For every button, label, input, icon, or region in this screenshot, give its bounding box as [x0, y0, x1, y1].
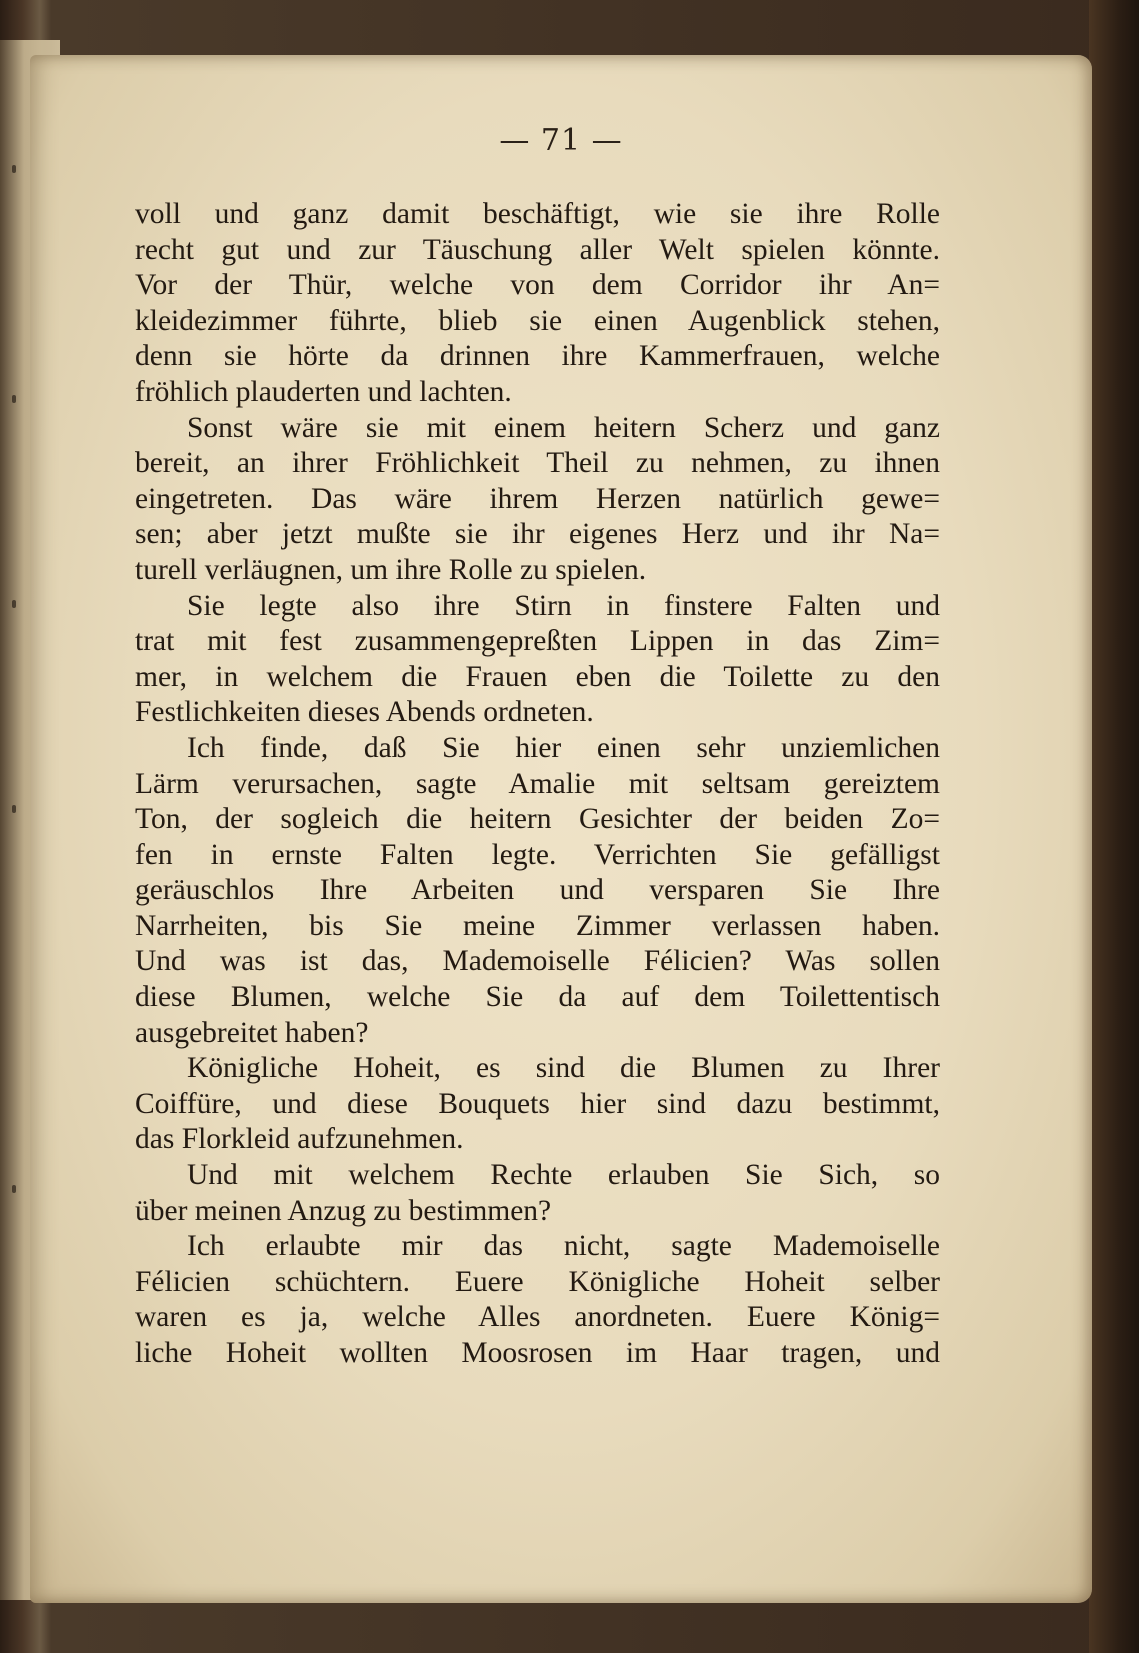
text-line: Ich erlaubte mir das nicht, sagte Mademoiselle: [187, 1230, 940, 1263]
text-line: denn sie hörte da drinnen ihre Kammerfrauen, welche: [135, 340, 940, 373]
text-line: Lärm verursachen, sagte Amalie mit seltsam gereiztem: [135, 767, 940, 800]
text-line: Narrheiten, bis Sie meine Zimmer verlassen haben.: [135, 909, 940, 942]
text-line: turell verläugnen, um ihre Rolle zu spielen.: [135, 553, 647, 586]
text-line: Ich finde, daß Sie hier einen sehr unziemlichen: [187, 731, 940, 764]
text-line: Ton, der sogleich die heitern Gesichter der beiden Zo=: [135, 803, 940, 836]
page-number: — 71 —: [499, 123, 623, 158]
text-line: über meinen Anzug zu bestimmen?: [135, 1194, 552, 1227]
text-line: eingetreten. Das wäre ihrem Herzen natürlich gewe=: [135, 482, 940, 515]
text-line: diese Blumen, welche Sie da auf dem Toilettentisch: [135, 981, 940, 1014]
text-line: Vor der Thür, welche von dem Corridor ihr An=: [135, 269, 940, 302]
text-line: ausgebreitet haben?: [135, 1016, 369, 1049]
text-line: voll und ganz damit beschäftigt, wie sie ihre Rolle: [135, 198, 940, 230]
text-line: Und was ist das, Mademoiselle Félicien? Was sollen: [135, 945, 940, 978]
text-line: Sie legte also ihre Stirn in finstere Falten und: [187, 589, 940, 622]
margin-mark: [12, 1185, 16, 1193]
text-line: mer, in welchem die Frauen eben die Toilette zu den: [135, 660, 940, 693]
body-text: [135, 197, 940, 1372]
text-line: Félicien schüchtern. Euere Königliche Hoheit selber: [135, 1265, 940, 1298]
text-line: Coiffüre, und diese Bouquets hier sind dazu bestimmt,: [135, 1087, 940, 1120]
text-line: fen in ernste Falten legte. Verrichten Sie gefälligst: [135, 838, 940, 871]
text-line: liche Hoheit wollten Moosrosen im Haar tragen, und: [135, 1337, 940, 1369]
text-line: kleidezimmer führte, blieb sie einen Augenblick stehen,: [135, 304, 940, 337]
text-line: Sonst wäre sie mit einem heitern Scherz und ganz: [187, 411, 940, 444]
margin-mark: [12, 600, 16, 608]
text-line: bereit, an ihrer Fröhlichkeit Theil zu nehmen, zu ihnen: [135, 447, 940, 480]
text-line: Königliche Hoheit, es sind die Blumen zu Ihrer: [187, 1052, 940, 1085]
book-page: [30, 55, 1092, 1603]
text-line: das Florkleid aufzunehmen.: [135, 1123, 464, 1156]
text-line: fröhlich plauderten und lachten.: [135, 375, 512, 408]
text-line: Festlichkeiten dieses Abends ordneten.: [135, 696, 594, 729]
text-line: recht gut und zur Täuschung aller Welt spielen könnte.: [135, 233, 940, 266]
text-line: Und mit welchem Rechte erlauben Sie Sich, so: [187, 1159, 940, 1192]
margin-mark: [12, 805, 16, 813]
text-line: trat mit fest zusammengepreßten Lippen in das Zim=: [135, 625, 940, 658]
text-line: waren es ja, welche Alles anordneten. Euere König=: [135, 1301, 940, 1334]
margin-mark: [12, 395, 16, 403]
text-line: geräuschlos Ihre Arbeiten und versparen Sie Ihre: [135, 874, 940, 907]
text-line: sen; aber jetzt mußte sie ihr eigenes Herz und ihr Na=: [135, 518, 940, 551]
book-cover-edge: [1089, 0, 1139, 1653]
margin-mark: [12, 165, 16, 173]
